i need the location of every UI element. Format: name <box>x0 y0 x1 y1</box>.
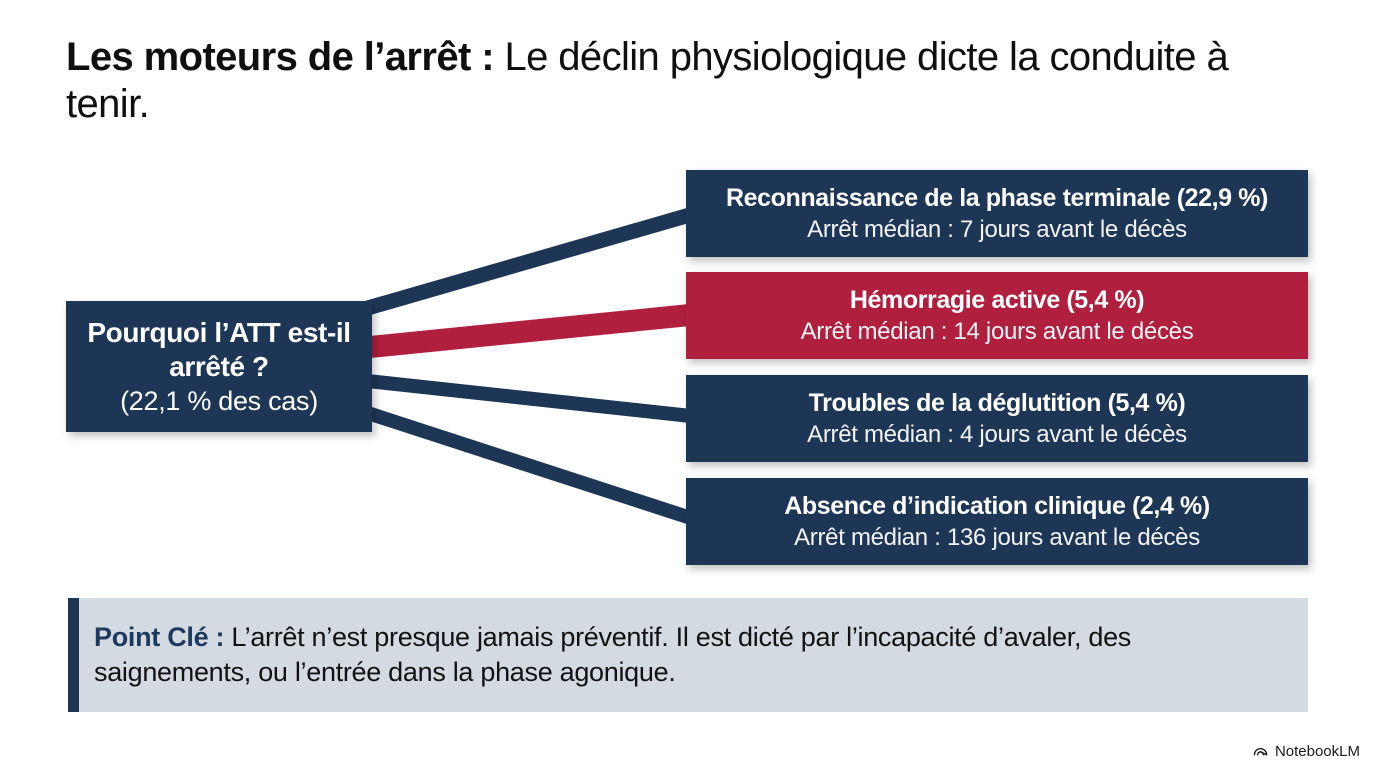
branch-subtitle: Arrêt médian : 14 jours avant le décès <box>800 317 1194 345</box>
connector-line-terminal-phase <box>340 212 700 316</box>
page-title-rest: Le déclin physiologique dicte la conduite à tenir. <box>66 35 1229 126</box>
branch-subtitle: Arrêt médian : 7 jours avant le décès <box>807 215 1187 243</box>
key-point-text <box>94 620 1278 690</box>
page-title-lead: Les moteurs de l’arrêt : <box>66 35 494 79</box>
branch-node-swallowing-disorders <box>686 375 1308 462</box>
key-point-label: Point Clé : <box>94 621 225 652</box>
branch-title: Troubles de la déglutition (5,4 %) <box>808 388 1186 417</box>
key-point-accent-bar <box>68 598 79 712</box>
branch-subtitle: Arrêt médian : 136 jours avant le décès <box>794 523 1200 551</box>
connector-line-no-indication <box>340 404 700 521</box>
connector-line-swallowing <box>340 378 700 417</box>
branch-node-no-clinical-indication <box>686 478 1308 565</box>
branch-node-active-hemorrhage <box>686 272 1308 359</box>
branch-title: Hémorragie active (5,4 %) <box>849 285 1145 314</box>
key-point-body: L’arrêt n’est presque jamais préventif. Il est dicté par l’incapacité d’avaler, des saignements, ou l’entrée dans la phase agonique. <box>94 621 1131 687</box>
branch-subtitle: Arrêt médian : 4 jours avant le décès <box>807 420 1187 448</box>
key-point-callout <box>68 598 1308 712</box>
branch-title: Reconnaissance de la phase terminale (22,9 %) <box>726 183 1268 212</box>
branch-node-terminal-phase <box>686 170 1308 257</box>
notebooklm-brand-label: NotebookLM <box>1274 743 1360 760</box>
notebooklm-watermark <box>1252 743 1360 760</box>
connector-line-hemorrhage <box>340 314 700 350</box>
source-node-question: Pourquoi l’ATT est-il arrêté ? <box>87 317 351 382</box>
branch-title: Absence d’indication clinique (2,4 %) <box>784 491 1210 520</box>
source-node-stat: (22,1 % des cas) <box>120 385 318 416</box>
source-node-why-att-stopped <box>66 301 372 432</box>
notebooklm-icon <box>1252 743 1269 760</box>
